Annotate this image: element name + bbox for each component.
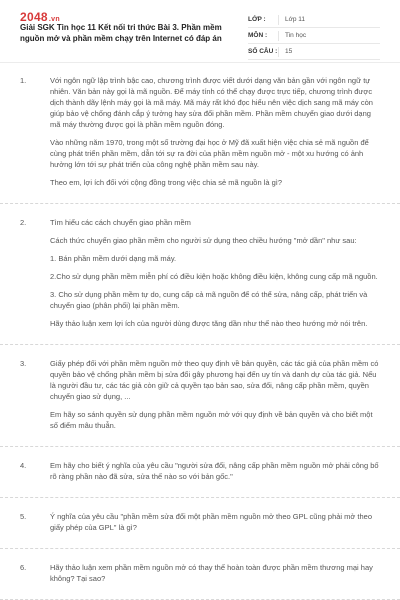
question-item	[0, 549, 400, 600]
meta-row-count	[248, 44, 380, 60]
question-list	[0, 62, 400, 600]
question-paragraph: 2.Cho sử dụng phần mềm miễn phí có điều kiện hoặc không điều kiện, không cung cấp mã nguồn.	[50, 272, 378, 281]
meta-divider	[278, 31, 279, 41]
question-number: 2.	[20, 218, 27, 227]
page-header	[0, 0, 400, 63]
meta-row-grade	[248, 12, 380, 28]
question-paragraph: Giấy phép đối với phần mềm nguồn mở theo quy định về bản quyền, các tác giả của phần mềm có quyền bảo vệ chống phần mềm bị sửa đổi gây phương hại đến uy tín và danh dự của tác giả. Nếu là người đầu tư, các tác giả còn giữ cả quyền tạo bản sao, sửa đổi, nâng cấp phần mềm, quyền chuyển giao sử dụng, ...	[50, 359, 379, 401]
meta-key: SỐ CÂU :	[248, 48, 278, 55]
question-paragraph: 1. Bán phần mềm dưới dạng mã máy.	[50, 254, 177, 263]
page-title: Giải SGK Tin học 11 Kết nối tri thức Bài 3. Phần mềm nguồn mở và phần mềm chạy trên Internet có đáp án	[20, 23, 222, 43]
meta-divider	[278, 47, 279, 57]
question-paragraph: Em hãy cho biết ý nghĩa của yêu cầu "người sửa đổi, nâng cấp phần mềm nguồn mở phải công bố rõ ràng phần nào đã sửa, sửa thế nào so với bản gốc."	[50, 461, 379, 481]
question-paragraph: Cách thức chuyển giao phần mềm cho người sử dụng theo chiều hướng "mở dần" như sau:	[50, 236, 357, 245]
question-paragraph: Tìm hiểu các cách chuyển giao phần mềm	[50, 218, 191, 227]
question-paragraph: Với ngôn ngữ lập trình bậc cao, chương trình được viết dưới dạng văn bản gần với ngôn ngữ tự nhiên. Văn bản này gọi là mã nguồn. Để máy tính có thể chạy được trực tiếp, chương trình được dịch thành dãy lệnh máy gọi là mã máy. Mã máy rất khó đọc hiểu nên việc dịch sang mã máy còn giúp bảo vệ chống đánh cắp ý tưởng hay sửa đổi phần mềm. Phần mềm chuyển giao dưới dạng mã máy thường được gọi là phần mềm nguồn đóng.	[50, 76, 373, 129]
meta-value: Tin học	[285, 32, 307, 39]
question-paragraph: Ý nghĩa của yêu cầu "phần mềm sửa đổi một phần mềm nguồn mở theo GPL cũng phải mở theo giấy phép của GPL" là gì?	[50, 512, 373, 532]
meta-row-subject	[248, 28, 380, 44]
question-item	[0, 345, 400, 447]
question-paragraph: Hãy thảo luận xem phần mềm nguồn mở có thay thế hoàn toàn được phần mềm thương mại hay không? Tại sao?	[50, 563, 373, 583]
question-paragraph: Vào những năm 1970, trong một số trường đại học ở Mỹ đã xuất hiện việc chia sẻ mã nguồn để cùng phát triển phần mềm, dẫn tới sự ra đời của phần mềm nguồn mở - một xu hướng có ảnh hưởng lớn tới sự phát triển của công nghệ phần mềm sau này.	[50, 138, 369, 169]
logo-suffix: .vn	[48, 16, 60, 23]
question-number: 1.	[20, 76, 27, 85]
question-number: 5.	[20, 512, 27, 521]
question-number: 4.	[20, 461, 27, 470]
question-number: 3.	[20, 359, 27, 368]
meta-divider	[278, 15, 279, 25]
question-paragraph: 3. Cho sử dụng phần mềm tự do, cung cấp cả mã nguồn để có thể sửa, nâng cấp, phát triển và chuyển giao (phân phối) lại phần mềm.	[50, 290, 368, 310]
meta-value: Lớp 11	[285, 16, 306, 23]
meta-key: MÔN :	[248, 32, 268, 39]
logo-text: 2048	[20, 10, 48, 24]
question-item	[0, 204, 400, 345]
meta-value: 15	[285, 48, 293, 55]
question-item	[0, 447, 400, 498]
question-item	[0, 498, 400, 549]
question-paragraph: Theo em, lợi ích đối với cộng đồng trong việc chia sẻ mã nguồn là gì?	[50, 178, 283, 187]
question-paragraph: Em hãy so sánh quyền sử dụng phần mềm nguồn mở với quy định về bản quyền và cho biết một số điểm mâu thuẫn.	[50, 410, 373, 430]
meta-key: LỚP :	[248, 16, 266, 23]
question-paragraph: Hãy thảo luận xem lợi ích của người dùng được tăng dần như thế nào theo hướng mở nói trên.	[50, 319, 368, 328]
meta-table	[248, 12, 380, 60]
question-number: 6.	[20, 563, 27, 572]
question-item	[0, 62, 400, 204]
